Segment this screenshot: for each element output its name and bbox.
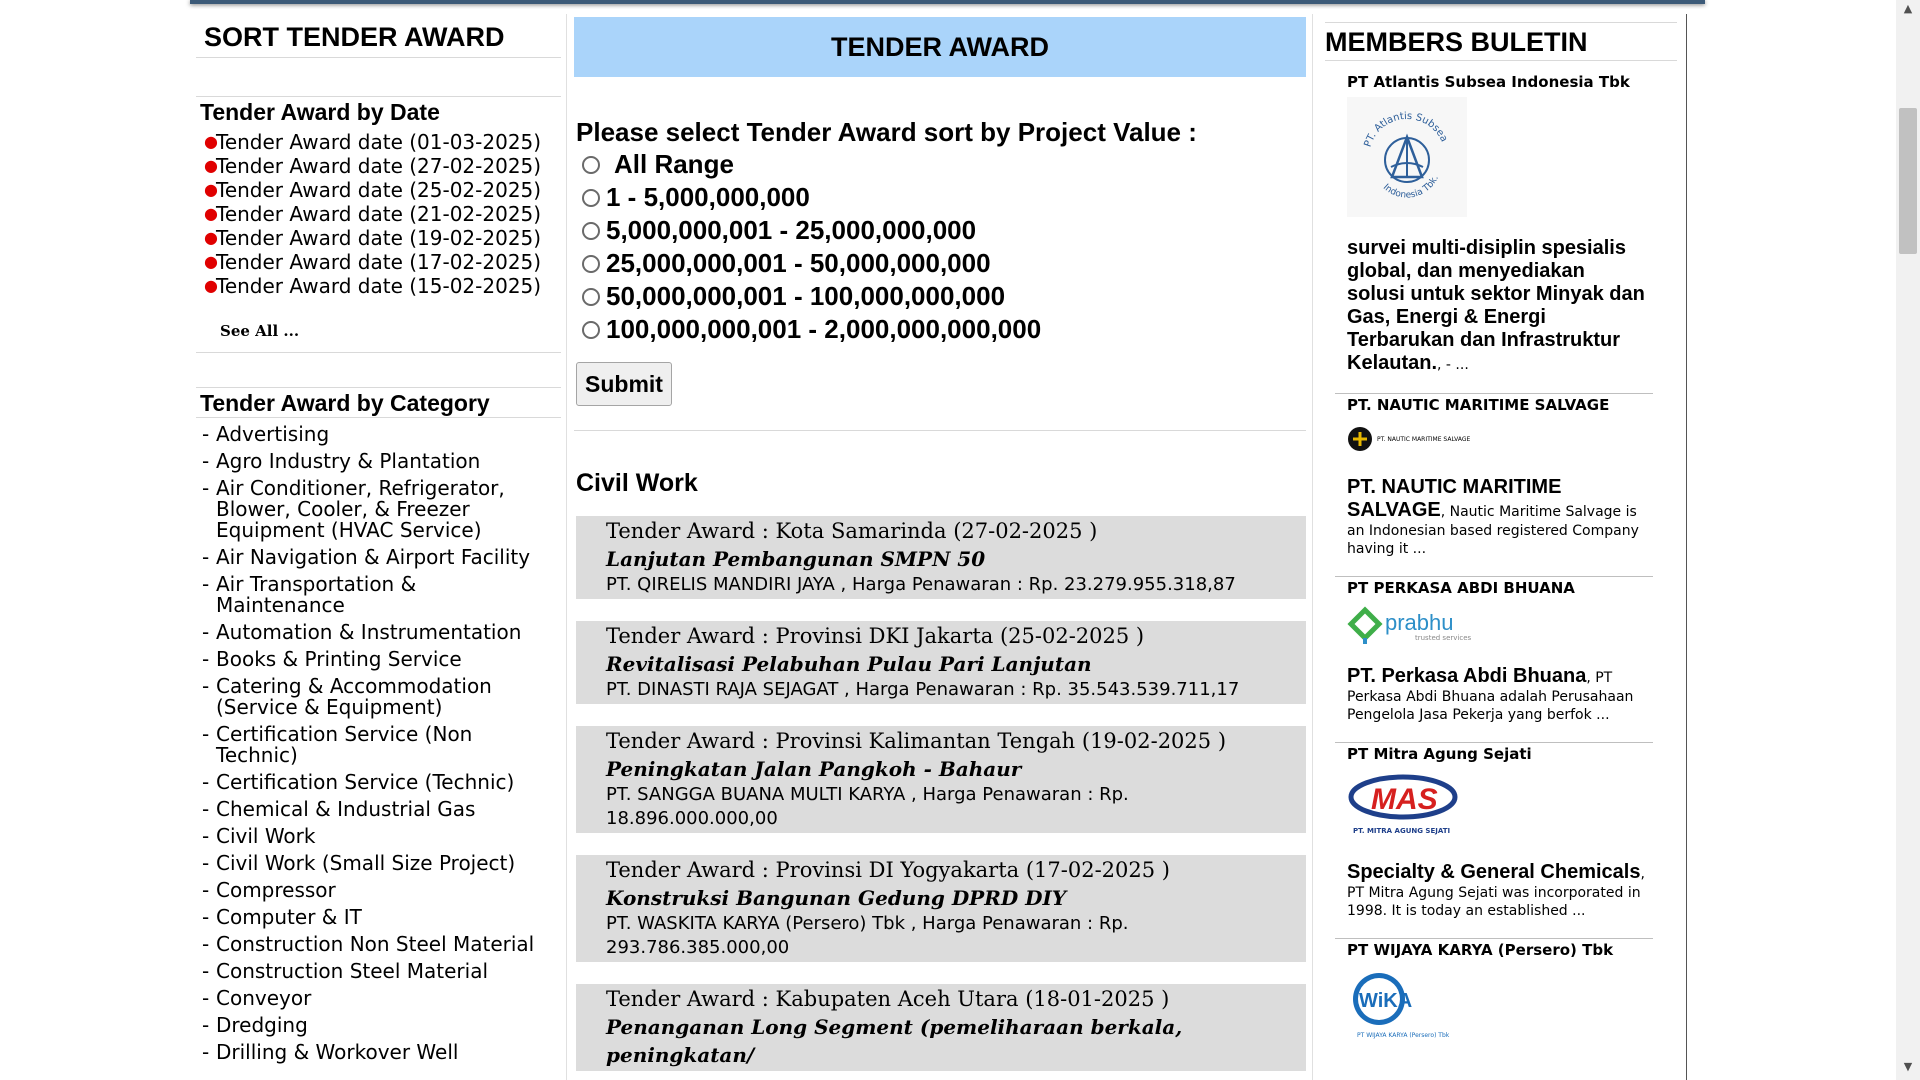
radio-button[interactable] (582, 156, 600, 174)
member-name[interactable]: PT PERKASA ABDI BHUANA (1347, 579, 1575, 597)
date-link[interactable]: ● Tender Award date (25-02-2025) (204, 178, 542, 202)
category-link[interactable]: - Books & Printing Service (202, 647, 462, 671)
category-link[interactable]: - Compressor (202, 878, 336, 902)
member-name[interactable]: PT Atlantis Subsea Indonesia Tbk (1347, 73, 1630, 91)
category-link[interactable]: - Civil Work (202, 824, 316, 848)
category-link[interactable]: - Construction Steel Material (202, 959, 489, 983)
date-link[interactable]: ● Tender Award date (27-02-2025) (204, 154, 542, 178)
category-link[interactable]: - Advertising (202, 422, 330, 446)
award-info: PT. QIRELIS MANDIRI JAYA , Harga Penawaran : Rp. 23.279.955.318,87 (606, 574, 1236, 595)
award-location: Tender Award : Kabupaten Aceh Utara (18-01-2025 ) (606, 987, 1170, 1011)
category-link[interactable]: - Computer & IT (202, 905, 362, 929)
award-card[interactable] (576, 726, 1306, 833)
section-title: Civil Work (576, 469, 698, 497)
award-location: Tender Award : Provinsi DI Yogyakarta (17-02-2025 ) (606, 858, 1170, 882)
by-category-title: Tender Award by Category (200, 390, 490, 416)
date-link[interactable]: ● Tender Award date (15-02-2025) (204, 274, 542, 298)
scroll-up-icon[interactable]: ▲ (1903, 2, 1913, 15)
divider (1335, 393, 1653, 394)
bulletin-title: MEMBERS BULETIN (1325, 22, 1677, 58)
column-divider (1686, 14, 1687, 1080)
award-project[interactable]: Lanjutan Pembangunan SMPN 50 (606, 547, 986, 571)
award-project[interactable]: Revitalisasi Pelabuhan Pulau Pari Lanjutan (606, 652, 1092, 676)
member-entry[interactable] (1347, 745, 1647, 920)
by-date-title: Tender Award by Date (200, 99, 440, 125)
member-logo[interactable] (1347, 424, 1647, 454)
range-option[interactable]: 5,000,000,001 - 25,000,000,000 (582, 214, 1306, 247)
divider (196, 352, 561, 353)
award-location: Tender Award : Kota Samarinda (27-02-2025 ) (606, 519, 1098, 543)
radio-button[interactable] (582, 189, 600, 207)
radio-button[interactable] (582, 288, 600, 306)
divider (574, 430, 1306, 431)
range-option[interactable]: 1 - 5,000,000,000 (582, 181, 1306, 214)
logo-sub-text: Indonesia Tbk. (1380, 174, 1441, 201)
range-option[interactable]: 100,000,000,001 - 2,000,000,000,000 (582, 313, 1306, 346)
date-link[interactable]: ● Tender Award date (19-02-2025) (204, 226, 542, 250)
date-link[interactable]: ● Tender Award date (01-03-2025) (204, 130, 542, 154)
radio-button[interactable] (582, 222, 600, 240)
nautic-logo-icon (1347, 426, 1373, 452)
radio-button[interactable] (582, 321, 600, 339)
atlantis-logo (1347, 97, 1467, 217)
category-link[interactable]: - Air Navigation & Airport Facility (202, 545, 531, 569)
date-link[interactable]: ● Tender Award date (21-02-2025) (204, 202, 542, 226)
logo-ring-text: PT. Atlantis Subsea (1362, 110, 1450, 149)
category-link[interactable]: - Drilling & Workover Well (202, 1040, 459, 1064)
scroll-thumb[interactable] (1899, 108, 1917, 254)
award-project[interactable]: Penanganan Long Segment (pemeliharaan berkala, peningkatan/ (606, 1015, 1183, 1067)
bullet-icon: ● (204, 132, 218, 151)
member-logo[interactable] (1347, 603, 1647, 649)
award-info: PT. SANGGA BUANA MULTI KARYA , Harga Penawaran : Rp. 18.896.000.000,00 (606, 784, 1129, 829)
member-logo[interactable] (1347, 971, 1647, 1045)
award-card[interactable] (576, 855, 1306, 962)
prabhu-logo-text: prabhu (1385, 610, 1454, 635)
award-location: Tender Award : Provinsi DKI Jakarta (25-02-2025 ) (606, 624, 1145, 648)
category-link[interactable]: - Air Transportation & Maintenance (202, 572, 417, 617)
category-link[interactable]: - Certification Service (Non Technic) (202, 722, 473, 767)
bullet-icon: ● (204, 228, 218, 247)
divider (196, 387, 561, 388)
member-name[interactable]: PT. NAUTIC MARITIME SALVAGE (1347, 396, 1610, 414)
members-bulletin (1325, 20, 1677, 1045)
member-name[interactable]: PT WIJAYA KARYA (Persero) Tbk (1347, 941, 1614, 959)
mas-logo-sub: PT. MITRA AGUNG SEJATI (1353, 827, 1451, 835)
see-all-link[interactable]: See All ... (220, 322, 300, 340)
member-entry[interactable] (1347, 579, 1647, 724)
category-link[interactable]: - Agro Industry & Plantation (202, 449, 481, 473)
member-logo[interactable] (1347, 97, 1647, 221)
top-bar (190, 0, 1705, 4)
divider (1335, 938, 1653, 939)
bullet-icon: ● (204, 180, 218, 199)
divider (196, 96, 561, 97)
mas-logo-text: MAS (1371, 783, 1438, 816)
divider (196, 417, 561, 418)
scroll-down-icon[interactable]: ▼ (1903, 1060, 1913, 1073)
range-option[interactable]: 25,000,000,001 - 50,000,000,000 (582, 247, 1306, 280)
divider (1335, 576, 1653, 577)
member-description: PT. Perkasa Abdi Bhuana, PT Perkasa Abdi Bhuana adalah Perusahaan Pengelola Jasa Pekerja yang berfok ... (1347, 665, 1634, 723)
category-link[interactable]: - Civil Work (Small Size Project) (202, 851, 516, 875)
wika-logo (1347, 971, 1457, 1041)
range-radio-group (574, 148, 1306, 346)
sidebar-title: SORT TENDER AWARD (204, 22, 505, 52)
range-option[interactable]: 50,000,000,001 - 100,000,000,000 (582, 280, 1306, 313)
wika-logo-text: WiKA (1359, 990, 1413, 1012)
column-divider (1312, 14, 1313, 1080)
range-option[interactable]: All Range (582, 148, 1306, 181)
member-description: survei multi-disiplin spesialis global, dan menyediakan solusi untuk sektor Minyak dan Gas, Energi & Energi Terbarukan dan Infrastruktur Kelautan., - ... (1347, 237, 1645, 374)
divider (1325, 60, 1677, 61)
sort-sidebar (196, 14, 561, 1069)
sort-prompt: Please select Tender Award sort by Project Value : (576, 117, 1197, 147)
mas-logo (1347, 773, 1467, 823)
member-entry[interactable] (1347, 396, 1647, 558)
nautic-logo-text: PT. NAUTIC MARITIME SALVAGE (1377, 435, 1471, 443)
member-entry[interactable] (1347, 73, 1647, 375)
member-name[interactable]: PT Mitra Agung Sejati (1347, 745, 1532, 763)
award-location: Tender Award : Provinsi Kalimantan Tengah (19-02-2025 ) (606, 729, 1227, 753)
date-list (204, 130, 561, 298)
category-link[interactable]: - Construction Non Steel Material (202, 932, 535, 956)
bullet-icon: ● (204, 156, 218, 175)
bullet-icon: ● (204, 276, 218, 295)
award-info: PT. DINASTI RAJA SEJAGAT , Harga Penawaran : Rp. 35.543.539.711,17 (606, 679, 1240, 700)
category-link[interactable]: - Automation & Instrumentation (202, 620, 522, 644)
prabhu-logo-sub: trusted services (1415, 634, 1472, 642)
award-project[interactable]: Peningkatan Jalan Pangkoh - Bahaur (606, 757, 1022, 781)
category-list (202, 424, 561, 1063)
category-link[interactable]: - Dredging (202, 1013, 308, 1037)
divider (196, 57, 561, 58)
divider (1335, 742, 1653, 743)
award-card[interactable] (576, 621, 1306, 704)
award-project[interactable]: Konstruksi Bangunan Gedung DPRD DIY (606, 886, 1067, 910)
category-link[interactable]: - Catering & Accommodation (Service & Equipment) (202, 674, 492, 719)
member-logo[interactable] (1347, 773, 1467, 843)
award-card[interactable] (576, 516, 1306, 599)
date-link[interactable]: ● Tender Award date (17-02-2025) (204, 250, 542, 274)
bullet-icon: ● (204, 252, 218, 271)
member-entry[interactable] (1347, 941, 1647, 1045)
main-content (574, 17, 1306, 1071)
bullet-icon: ● (204, 204, 218, 223)
category-link[interactable]: - Conveyor (202, 986, 312, 1010)
wika-logo-sub: PT WIJAYA KARYA (Persero) Tbk (1357, 1032, 1450, 1039)
column-divider (566, 14, 567, 1080)
member-description: Specialty & General Chemicals, PT Mitra Agung Sejati was incorporated in 1998. It is today an established ... (1347, 861, 1645, 919)
member-description: PT. NAUTIC MARITIME SALVAGE, Nautic Maritime Salvage is an Indonesian based registered Company having it ... (1347, 476, 1639, 557)
page-scrollbar[interactable] (1896, 0, 1920, 1080)
page-title: TENDER AWARD (574, 17, 1306, 77)
award-card[interactable] (576, 984, 1306, 1071)
award-info: PT. WASKITA KARYA (Persero) Tbk , Harga Penawaran : Rp. 293.786.385.000,00 (606, 913, 1129, 958)
prabhu-logo-icon (1347, 606, 1383, 646)
category-link[interactable]: - Certification Service (Technic) (202, 770, 515, 794)
submit-button[interactable]: Submit (576, 362, 672, 406)
category-link[interactable]: - Chemical & Industrial Gas (202, 797, 476, 821)
radio-button[interactable] (582, 255, 600, 273)
category-link[interactable]: - Air Conditioner, Refrigerator, Blower, Cooler, & Freezer Equipment (HVAC Service) (202, 476, 505, 542)
